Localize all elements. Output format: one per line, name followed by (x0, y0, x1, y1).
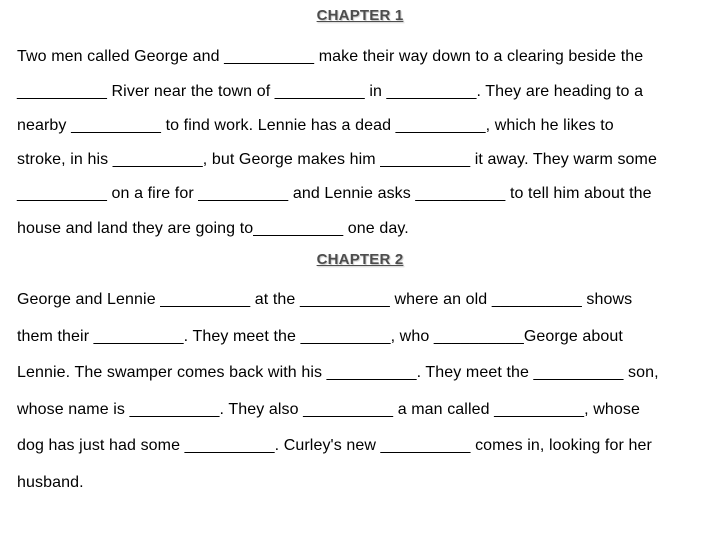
chapter-1-line-1: Two men called George and __________ make their way down to a clearing beside the (17, 48, 644, 65)
chapter-2-heading: CHAPTER 2 (316, 251, 404, 268)
chapter-1-line-4: stroke, in his __________, but George makes him __________ it away. They warm some (17, 151, 657, 168)
chapter-1-line-5: __________ on a fire for __________ and Lennie asks __________ to tell him about the (17, 185, 652, 202)
chapter-2-line-4: whose name is __________. They also __________ a man called __________, whose (17, 401, 640, 418)
chapter-1-line-3: nearby __________ to find work. Lennie has a dead __________, which he likes to (17, 117, 614, 134)
chapter-1-line-6: house and land they are going to__________ one day. (17, 220, 409, 237)
chapter-2-line-6: husband. (17, 474, 84, 491)
chapter-1-line-2: __________ River near the town of __________ in __________. They are heading to a (17, 83, 644, 100)
chapter-1-heading: CHAPTER 1 (316, 7, 404, 24)
chapter-2-line-1: George and Lennie __________ at the __________ where an old __________ shows (17, 291, 633, 308)
chapter-2-line-3: Lennie. The swamper comes back with his __________. They meet the __________ son, (17, 364, 659, 381)
chapter-2-line-5: dog has just had some __________. Curley's new __________ comes in, looking for her (17, 437, 652, 454)
chapter-2-line-2: them their __________. They meet the __________, who __________George about (17, 328, 623, 345)
